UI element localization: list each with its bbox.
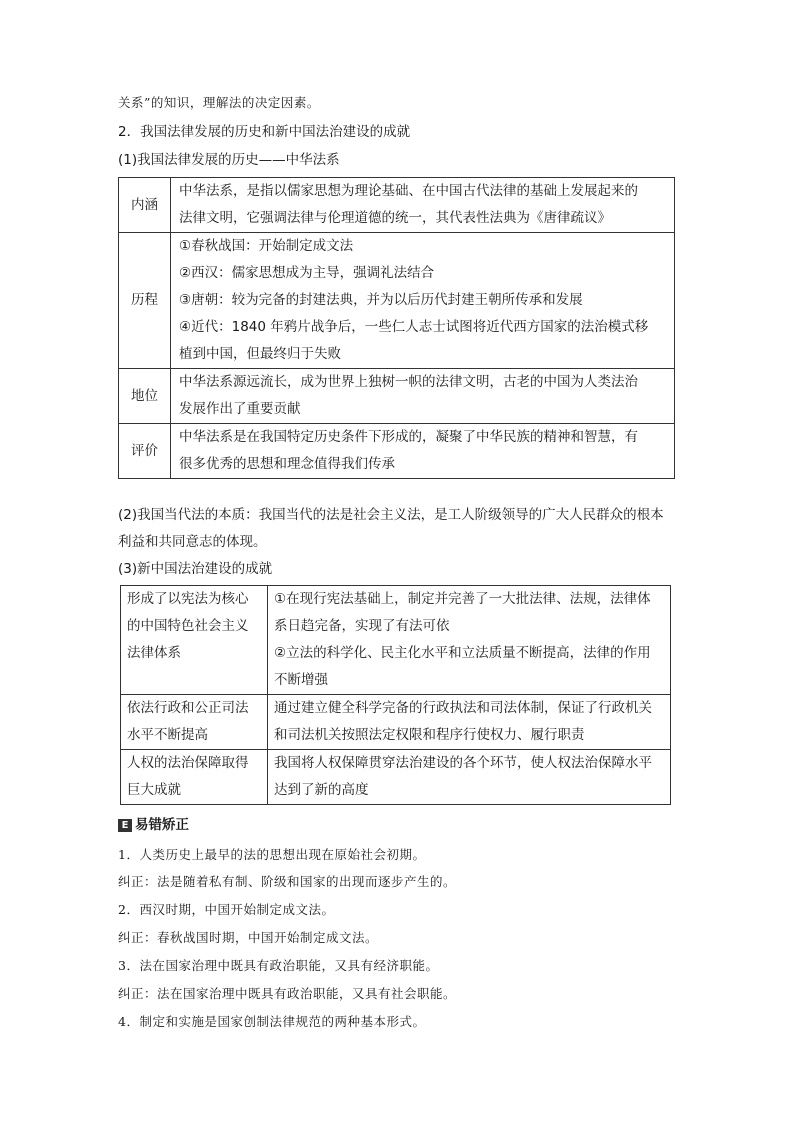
correction-item: 3．法在国家治理中既具有政治职能，又具有经济职能。 [118,958,439,973]
cell-line: 的中国特色社会主义 [127,618,249,634]
cell-line: 很多优秀的思想和理念值得我们传承 [179,456,395,472]
table-row [119,369,675,424]
cell-line: 人权的法治保障取得 [127,755,249,771]
cell-line: ②立法的科学化、民主化水平和立法质量不断提高，法律的作用 [274,645,651,661]
cell-line: 不断增强 [274,672,328,688]
row-body [268,750,671,805]
row-body [171,424,675,479]
section2-title: 2．我国法律发展的历史和新中国法治建设的成就 [118,124,411,140]
row-body [268,586,671,695]
intro-line: 关系”的知识，理解法的决定因素。 [118,95,320,110]
table-row [119,424,675,479]
table-row [121,750,671,805]
table-row [119,233,675,369]
cell-line: 水平不断提高 [127,727,208,743]
cell-line: 和司法机关按照法定权限和程序行使权力、履行职责 [274,727,585,743]
cell-line: ④近代：1840 年鸦片战争后，一些仁人志士试图将近代西方国家的法治模式移 [179,319,649,335]
cell-line: 系日趋完备，实现了有法可依 [274,618,450,634]
cell-line: ①在现行宪法基础上，制定并完善了一大批法律、法规，法律体 [274,591,651,607]
correction-item: 纠正：春秋战国时期，中国开始制定成文法。 [118,930,379,945]
correction-item: 纠正：法在国家治理中既具有政治职能，又具有社会职能。 [118,986,457,1001]
cell-line: 法律体系 [127,645,181,661]
cell-line: 法律文明，它强调法律与伦理道德的统一，其代表性法典为《唐律疏议》 [179,210,611,226]
sub2-line: 利益和共同意志的体现。 [118,534,267,550]
row-head: 历程 [119,233,171,369]
correction-title: 易错矫正 [135,817,189,833]
cell-line: 巨大成就 [127,782,181,798]
table-row [121,695,671,750]
correction-item: 纠正：法是随着私有制、阶级和国家的出现而逐步产生的。 [118,874,457,889]
cell-line: 中华法系，是指以儒家思想为理论基础、在中国古代法律的基础上发展起来的 [179,183,638,199]
cell-line: 植到中国，但最终归于失败 [179,346,341,362]
row-body [268,695,671,750]
rule-of-law-achievements-table [120,585,671,805]
sub3-title: (3)新中国法治建设的成就 [118,561,273,577]
cell-line: 我国将人权保障贯穿法治建设的各个环节，使人权法治保障水平 [274,755,652,771]
cell-line: ①春秋战国：开始制定成文法 [179,238,354,254]
row-head: 评价 [119,424,171,479]
row-head: 内涵 [119,178,171,233]
cell-line: ②西汉：儒家思想成为主导，强调礼法结合 [179,265,435,281]
chinese-legal-system-table [118,177,675,479]
cell-line: 达到了新的高度 [274,782,369,798]
cell-line: 发展作出了重要贡献 [179,401,301,417]
correction-item: 1．人类历史上最早的法的思想出现在原始社会初期。 [118,847,426,862]
table-row [121,586,671,695]
row-head [121,750,268,805]
correction-heading [118,815,189,835]
row-head: 地位 [119,369,171,424]
sub2-line: (2)我国当代法的本质：我国当代的法是社会主义法，是工人阶级领导的广大人民群众的根本 [118,507,664,523]
cell-line: 中华法系源远流长，成为世界上独树一帜的法律文明，古老的中国为人类法治 [179,374,638,390]
row-head [121,586,268,695]
correction-badge-icon: E [118,819,132,832]
cell-line: 通过建立健全科学完备的行政执法和司法体制，保证了行政机关 [274,700,652,716]
cell-line: ③唐朝：较为完备的封建法典，并为以后历代封建王朝所传承和发展 [179,292,583,308]
table-row [119,178,675,233]
correction-item: 2．西汉时期，中国开始制定成文法。 [118,902,335,917]
cell-line: 形成了以宪法为核心 [127,591,249,607]
sub1-title: (1)我国法律发展的历史——中华法系 [118,152,340,168]
row-body [171,369,675,424]
row-body [171,178,675,233]
correction-item: 4．制定和实施是国家创制法律规范的两种基本形式。 [118,1014,426,1029]
cell-line: 中华法系是在我国特定历史条件下形成的，凝聚了中华民族的精神和智慧，有 [179,429,638,445]
cell-line: 依法行政和公正司法 [127,700,249,716]
row-body [171,233,675,369]
row-head [121,695,268,750]
